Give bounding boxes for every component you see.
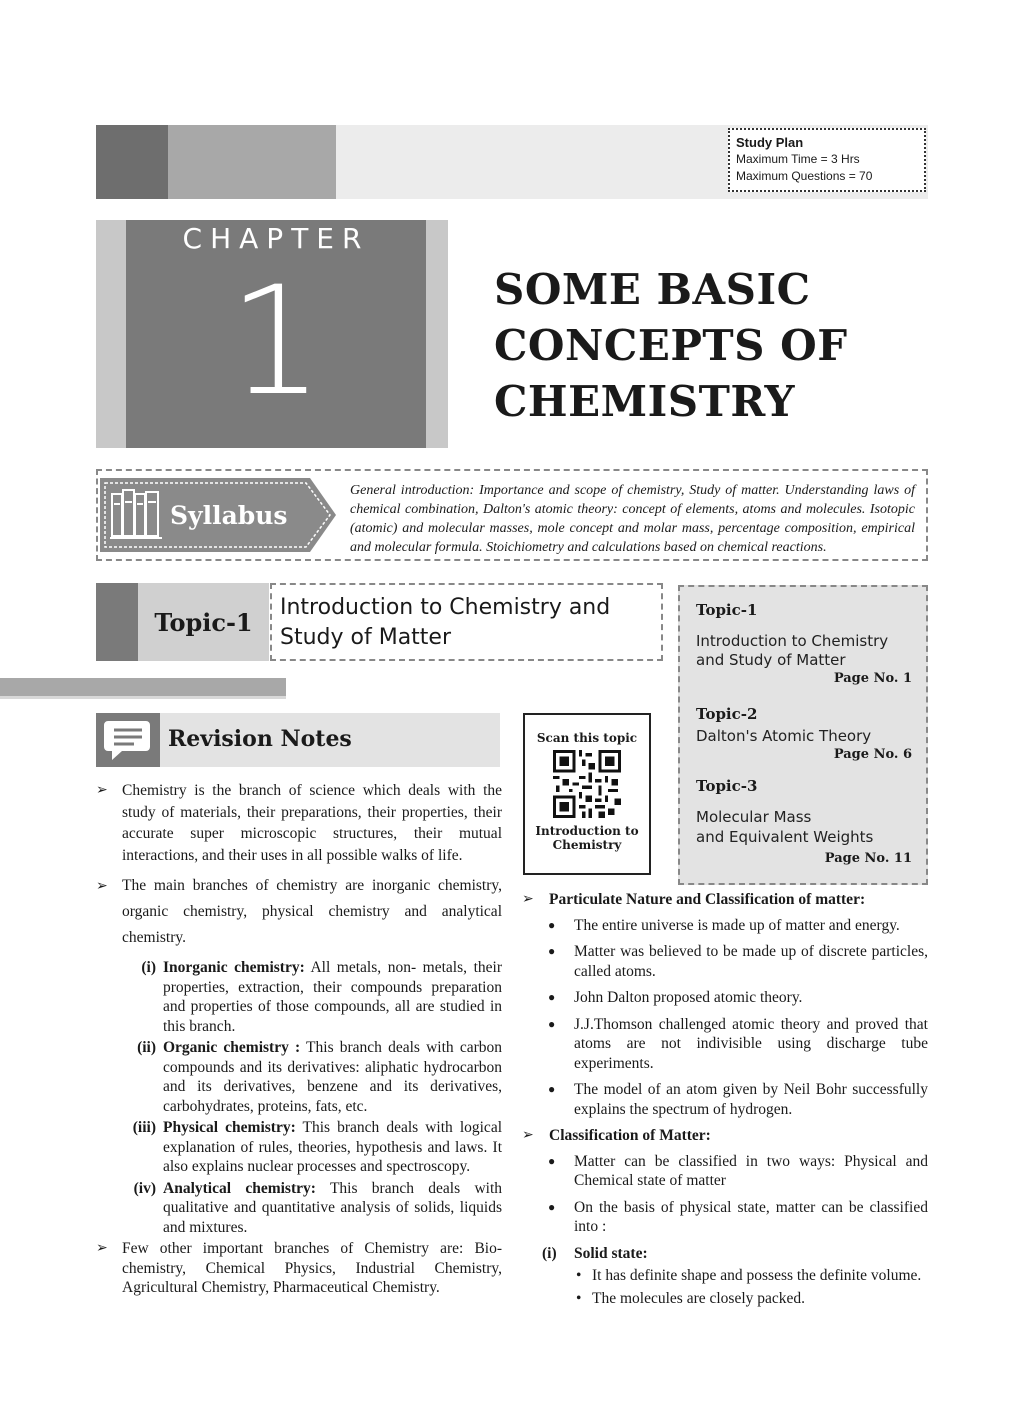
chapter-title-line: CONCEPTS OF [494,321,848,370]
study-plan-title: Study Plan [736,135,804,150]
bullet-dot-icon: ● [548,1153,556,1168]
state-number: (i) [542,1244,557,1262]
sub-bullet-text: It has definite shape and possess the definite volume. [592,1267,922,1284]
syllabus-tag [100,478,338,552]
topic-list-title: and Equivalent Weights [696,828,874,846]
small-bullet-icon: • [576,1267,582,1284]
note-item [96,873,502,951]
note-text: Chemistry is the branch of science which deals with the study of materials, their preparations, their properties, their accurate super microscopic structures, their mutual interactions, and their uses in all possible walks of life. [122,782,502,864]
note-text: The main branches of chemistry are inorganic chemistry, organic chemistry, physical chemistry and analytical chemistry. [122,877,502,946]
sub-bullet-item [522,1266,928,1286]
arrow-bullet-icon: ➢ [522,1127,534,1143]
branch-term: Inorganic chemistry: [163,959,305,976]
state-heading [522,1244,928,1264]
chapter-title-line: CHEMISTRY [494,377,795,426]
qr-caption: Chemistry [552,838,622,852]
bullet-item [522,1198,928,1237]
syllabus-text: General introduction: Importance and scope of chemistry, Study of matter. Understanding laws of chemical combination, Dalton's atomic theory: concept of elements, atoms and molecules. Isotopic (atomic) and molecular masses, mole concept and molar mass, percentage composition, empirical and molecular formula. Stoichiometry and calculations based on chemical reactions. [350,483,915,555]
topic-header-accent [96,583,138,661]
syllabus-label: Syllabus [170,501,288,530]
topic-list-heading: Topic-1 [696,601,758,619]
topic-list [678,585,928,885]
topic-list-page: Page No. 11 [824,851,912,866]
topic-list-title: Introduction to Chemistry [696,632,889,650]
topic-label: Topic-1 [138,583,269,661]
branch-term: Analytical chemistry: [163,1179,316,1197]
section-heading [522,1126,928,1146]
topic-list-page: Page No. 1 [833,671,912,686]
study-plan-box [728,128,926,192]
section-heading [522,890,928,910]
branch-item [96,1179,502,1238]
topic-title [270,583,663,661]
topic-list-heading: Topic-3 [696,777,758,795]
note-text: Few other important branches of Chemistry are: Bio-chemistry, Chemical Physics, Industrial Chemistry, Agricultural Chemistry, Pharmaceutical Chemistry. [122,1240,502,1296]
bullet-dot-icon: ● [548,1199,556,1214]
bullet-text: J.J.Thomson challenged atomic theory and proved that atoms are not indivisible using discharge tube experiments. [574,1015,928,1072]
section-divider-bar [0,678,286,699]
bullet-dot-icon: ● [548,1082,556,1096]
chapter-number: 1 [228,255,324,429]
arrow-bullet-icon: ➢ [96,878,108,894]
bullet-dot-icon: ● [548,917,556,932]
qr-code-icon[interactable] [553,750,621,818]
arrow-bullet-icon: ➢ [96,1240,108,1256]
notes-icon [96,713,160,767]
small-bullet-icon: • [576,1289,582,1307]
bullet-dot-icon: ● [548,1016,556,1031]
chapter-title-line: SOME BASIC [494,265,811,314]
qr-caption: Introduction to [535,824,639,838]
header-bar-dark [96,125,168,199]
left-column [96,780,502,1305]
chapter-label: CHAPTER [182,222,370,255]
sub-bullet-text: The molecules are closely packed. [592,1289,806,1307]
bullet-item [522,1015,928,1074]
topic-list-title: Dalton's Atomic Theory [696,727,872,745]
branch-term: Physical chemistry: [163,1119,296,1136]
section-heading-text: Particulate Nature and Classification of matter: [549,891,866,908]
topic-list-page: Page No. 6 [833,747,912,762]
branch-text: This branch deals with carbon compounds and its derivatives: aliphatic hydrocarbon and its derivatives, benzene and its derivatives, carbohydrates, proteins, fats, etc. [163,1039,502,1115]
branch-term: Organic chemistry : [163,1039,301,1056]
branch-number: (iv) [133,1179,156,1197]
section-heading-text: Classification of Matter: [549,1127,711,1144]
bullet-text: Matter was believed to be made up of discrete particles, called atoms. [574,943,928,980]
branch-text: This branch deals with qualitative and quantitative analysis of solids, liquids and mixtures. [163,1179,502,1236]
topic-title-line: Study of Matter [280,625,452,650]
topic-list-title: and Study of Matter [696,651,846,669]
revision-notes-title: Revision Notes [168,726,352,752]
bullet-item [522,1152,928,1191]
bullet-text: John Dalton proposed atomic theory. [574,989,803,1006]
state-title: Solid state: [574,1244,648,1262]
bullet-dot-icon: ● [548,990,556,1004]
branch-item [96,1118,502,1177]
branch-item [96,1038,502,1116]
branch-item [96,958,502,1036]
note-item [96,1239,502,1298]
arrow-bullet-icon: ➢ [522,891,534,907]
bullet-item [522,916,928,936]
sub-bullet-item [522,1289,928,1309]
header-bar-mid [168,125,336,199]
branch-text: All metals, non- metals, their properties, extraction, their compounds preparation and properties of those compounds, all are studied in this branch. [163,959,502,1035]
bullet-text: The entire universe is made up of matter and energy. [574,916,900,934]
arrow-bullet-icon: ➢ [96,782,108,798]
qr-scan-label: Scan this topic [536,731,638,745]
topic-list-heading: Topic-2 [696,705,758,723]
topic-list-title: Molecular Mass [696,808,812,826]
topic-title-line: Introduction to Chemistry and [280,595,611,620]
bullet-item [522,988,928,1008]
branch-number: (ii) [137,1039,156,1056]
right-column [522,890,928,1311]
qr-box [523,713,651,875]
study-plan-questions: Maximum Questions = 70 [736,169,873,183]
branch-number: (i) [141,959,156,976]
branch-number: (iii) [132,1119,156,1136]
branch-text: This branch deals with logical explanation of rules, theories, hypothesis and laws. It also explains nuclear processes and spectroscopy. [163,1119,503,1175]
bullet-item [522,942,928,981]
bullet-item [522,1080,928,1119]
bullet-text: The model of an atom given by Neil Bohr successfully explains the spectrum of hydrogen. [574,1081,928,1118]
note-item [96,780,502,866]
bullet-text: On the basis of physical state, matter can be classified into : [574,1198,928,1235]
bullet-dot-icon: ● [548,944,556,958]
study-plan-time: Maximum Time = 3 Hrs [736,152,860,166]
chapter-title [494,262,914,430]
bullet-text: Matter can be classified in two ways: Physical and Chemical state of matter [574,1152,928,1189]
